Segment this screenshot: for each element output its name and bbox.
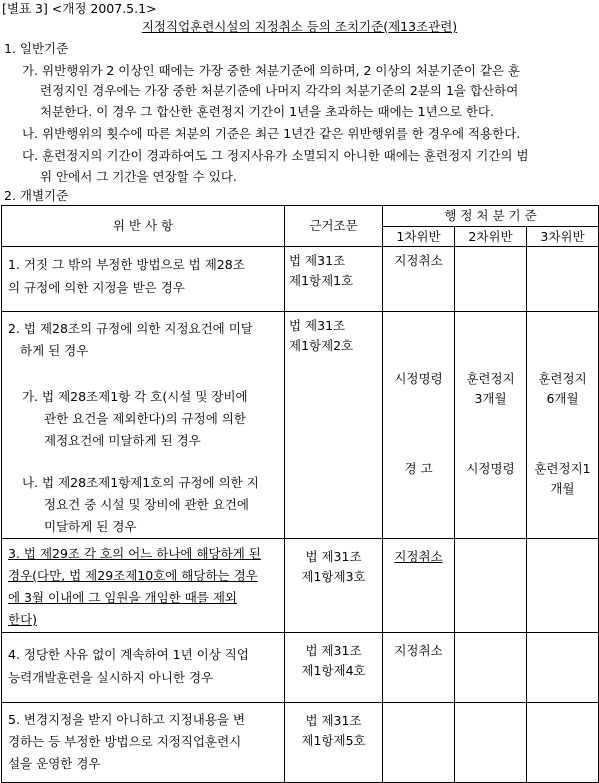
row2-ga-penalty-1: 시정명령 <box>394 371 443 386</box>
table-row <box>2 539 599 633</box>
row3-penalty-1: 지정취소 <box>394 549 443 564</box>
header-1st: 1차위반 <box>383 227 455 247</box>
row5-violation-line: 5. 변경지정을 받지 아니하고 지정내용을 변 <box>8 712 246 727</box>
table-row <box>2 247 599 312</box>
sanction-table <box>1 205 599 783</box>
row2-ga-penalty-2: 훈련정지 <box>466 371 515 386</box>
header-basis: 근거조문 <box>285 206 383 247</box>
row3-violation-line: 에 3월 이내에 그 임원을 개임한 때를 제외 <box>8 590 237 605</box>
table-row <box>2 312 599 539</box>
table-row <box>2 703 599 783</box>
row2-basis-line: 제1항제2호 <box>289 338 354 353</box>
header-3rd: 3차위반 <box>527 227 599 247</box>
row3-violation-line: 한다) <box>8 612 38 627</box>
individual-heading: 2. 개별기준 <box>4 188 69 203</box>
table-row <box>2 633 599 703</box>
row4-basis-line: 법 제31조 <box>305 643 362 658</box>
row2-ga-penalty-3: 훈련정지 <box>538 371 587 386</box>
row2-violation-line: 2. 법 제28조의 규정에 의한 지정요건에 미달 <box>8 321 253 336</box>
row2-sub-na-line: 정요건 중 시설 및 장비에 관한 요건에 <box>44 497 249 512</box>
header-2nd: 2차위반 <box>455 227 527 247</box>
row2-violation-line: 하게 된 경우 <box>20 343 89 358</box>
row2-sub-ga-line: 제정요건에 미달하게 된 경우 <box>44 433 201 448</box>
general-ga-line-1: 가. 위반행위가 2 이상인 때에는 가장 중한 처분기준에 의하며, 2 이상의 처분기준이 같은 훈 <box>22 63 521 78</box>
row1-penalty-1: 지정취소 <box>394 253 443 268</box>
header-penalty: 행 정 처 분 기 준 <box>383 206 599 227</box>
row2-sub-ga-line: 관한 요건을 제외한다)의 규정에 의한 <box>44 411 246 426</box>
row3-violation-line: 3. 법 제29조 각 호의 어느 하나에 해당하게 된 <box>8 546 261 561</box>
general-ga-line-2: 련정지인 경우에는 가장 중한 처분기준에 나머지 각각의 처분기준의 2분의 1을 합산하여 <box>40 83 519 98</box>
general-da-line-2: 위 안에서 그 기간을 연장할 수 있다. <box>40 169 237 184</box>
row2-sub-na-line: 미달하게 된 경우 <box>44 519 137 534</box>
row4-penalty-1: 지정취소 <box>394 643 443 658</box>
row4-basis-line: 제1항제4호 <box>301 663 366 678</box>
row2-na-penalty-2: 시정명령 <box>466 461 515 476</box>
row5-violation-line: 설을 운영한 경우 <box>8 756 101 771</box>
row2-ga-penalty-2: 3개월 <box>474 391 507 406</box>
row1-violation-line: 1. 거짓 그 밖의 부정한 방법으로 법 제28조 <box>8 257 245 272</box>
row2-sub-ga-line: 가. 법 제28조제1항 각 호(시설 및 장비에 <box>22 389 248 404</box>
general-da-line-1: 다. 훈련정지의 기간이 경과하여도 그 정지사유가 소멸되지 아니한 때에는 훈련정지 기간의 범 <box>22 148 529 163</box>
row4-violation-line: 4. 정당한 사유 없이 계속하여 1년 이상 직업 <box>8 647 249 662</box>
row1-basis-line: 제1항제1호 <box>289 273 354 288</box>
row1-violation-line: 의 규정에 의한 지정을 받은 경우 <box>8 280 185 295</box>
row2-na-penalty-3: 훈련정지1 <box>534 461 591 476</box>
row3-basis-line: 법 제31조 <box>305 549 362 564</box>
row2-na-penalty-3: 개월 <box>550 481 575 496</box>
row2-sub-na-line: 나. 법 제28조제1항제1호의 규정에 의한 지 <box>22 475 259 490</box>
row5-violation-line: 경하는 등 부정한 방법으로 지정직업훈련시 <box>8 734 242 749</box>
document-title: 지정직업훈련시설의 지정취소 등의 조치기준(제13조관련) <box>141 19 458 34</box>
header-violation: 위 반 사 항 <box>2 206 285 247</box>
row1-basis-line: 법 제31조 <box>289 253 346 268</box>
row4-violation-line: 능력개발훈련을 실시하지 아니한 경우 <box>8 670 214 685</box>
row2-ga-penalty-3: 6개월 <box>546 391 579 406</box>
general-na-line: 나. 위반행위의 횟수에 따른 처분의 기준은 최근 1년간 같은 위반행위를 한 경우에 적용한다. <box>22 126 521 141</box>
document-label: [별표 3] <개정 2007.5.1> <box>2 1 157 16</box>
row5-basis-line: 법 제31조 <box>305 713 362 728</box>
row2-basis-line: 법 제31조 <box>289 318 346 333</box>
row5-basis-line: 제1항제5호 <box>301 733 366 748</box>
row3-basis-line: 제1항제3호 <box>301 569 366 584</box>
row3-violation-line: 경우(다만, 법 제29조제10호에 해당하는 경우 <box>8 568 258 583</box>
general-ga-line-3: 처분한다. 이 경우 그 합산한 훈련정지 기간이 1년을 초과하는 때에는 1년으로 한다. <box>40 104 494 119</box>
general-heading: 1. 일반기준 <box>4 41 69 56</box>
row2-na-penalty-1: 경 고 <box>404 461 433 476</box>
